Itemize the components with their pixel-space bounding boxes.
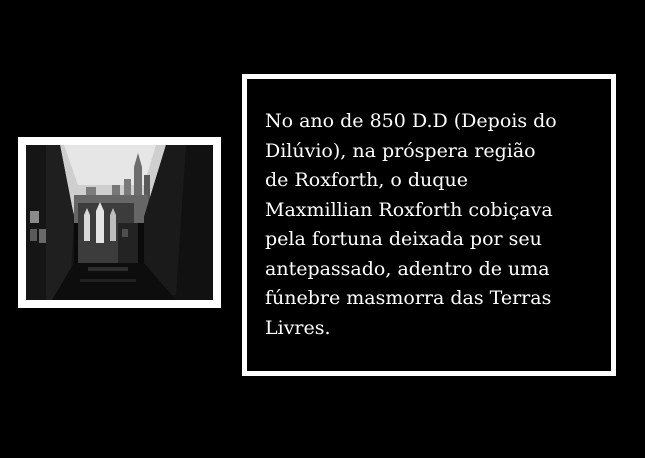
- sky-highlight: [64, 145, 156, 185]
- building-window: [39, 229, 46, 243]
- cathedral-window: [110, 215, 116, 241]
- illustration-panel: [26, 145, 213, 300]
- narration-box: [242, 74, 616, 376]
- city-street-illustration: [26, 145, 213, 300]
- street-stones: [80, 279, 136, 282]
- building-window: [122, 229, 128, 237]
- building-window: [30, 211, 39, 223]
- narration-text: No ano de 850 D.D (Depois do Dilúvio), na próspera região de Roxforth, o duque Maxmillian Roxforth cobiçava pela fortuna deixada por seu antepassado, adentro de uma fúnebre masmorra das Terras Livres.: [265, 110, 557, 339]
- cathedral-window: [96, 211, 104, 243]
- street-stones: [88, 267, 128, 271]
- illustration-frame: [18, 137, 221, 308]
- building-window: [30, 229, 37, 241]
- cathedral-window: [84, 215, 90, 241]
